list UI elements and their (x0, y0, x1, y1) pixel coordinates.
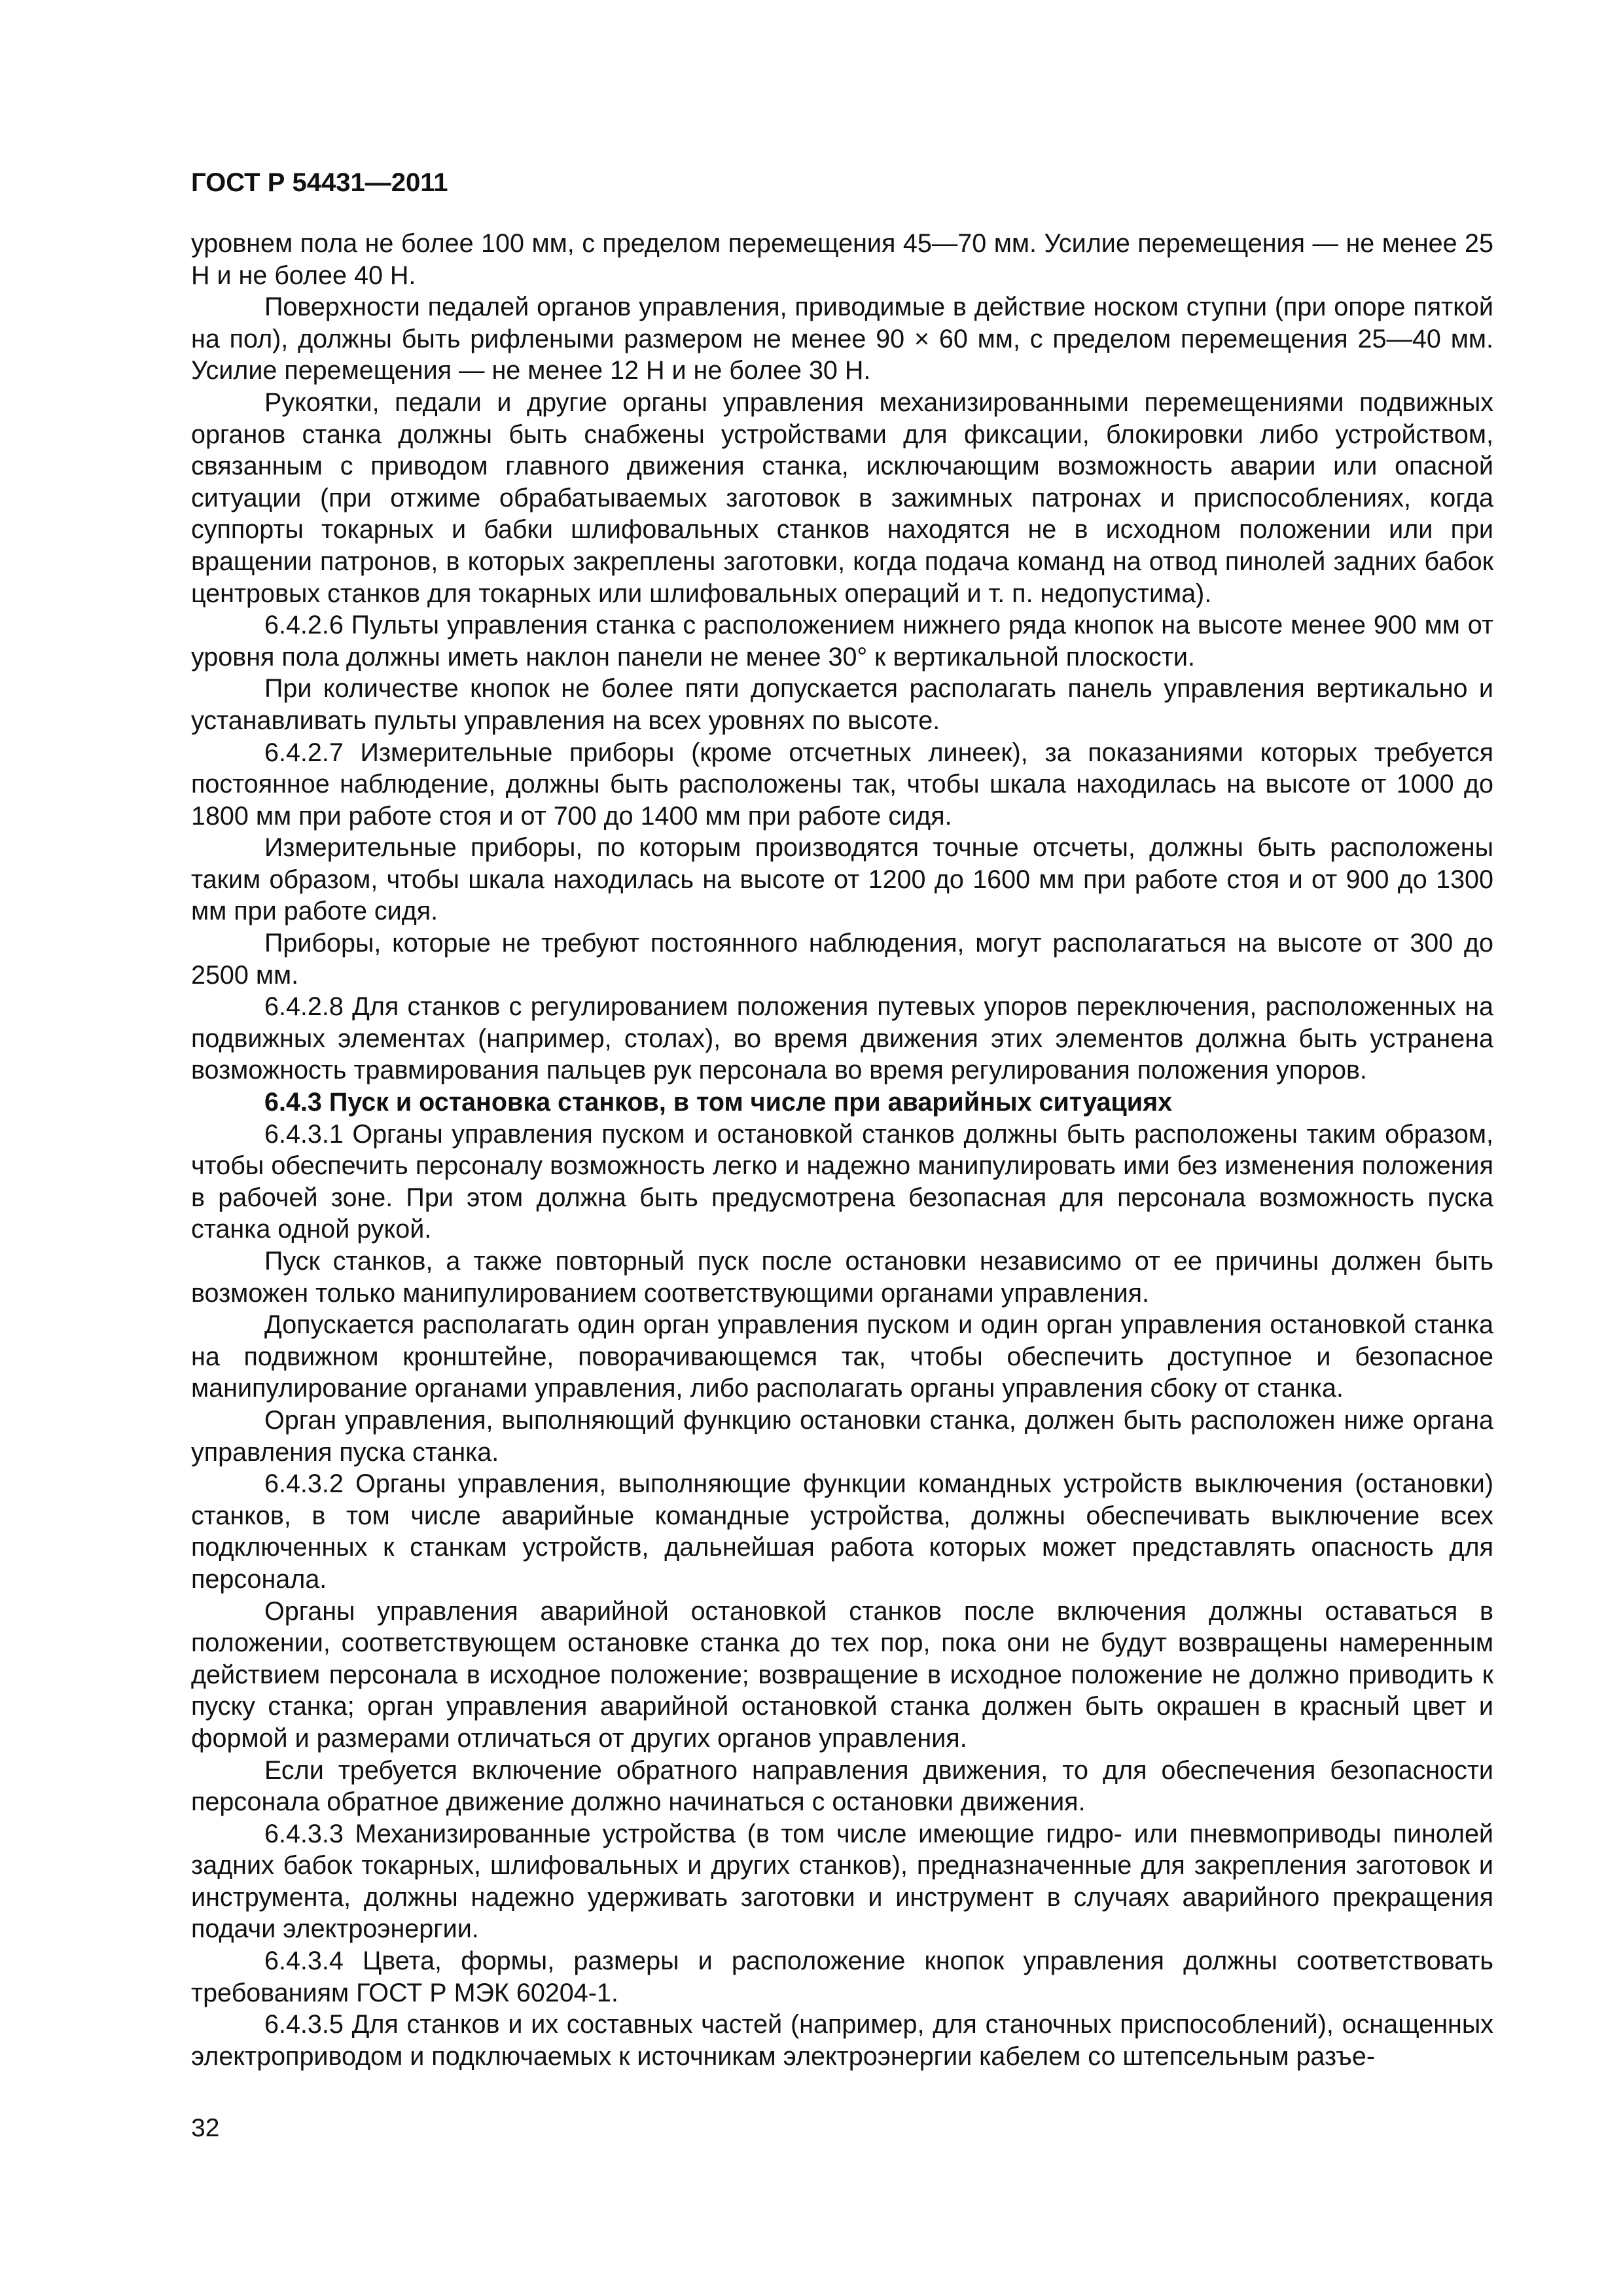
document-body (191, 228, 1493, 2072)
paragraph: Допускается располагать один орган управления пуском и один орган управления остановкой станка на подвижном кронштейне, поворачивающемся так, чтобы обеспечить доступное и безопасное манипулирование органами управления, либо располагать органы управления сбоку от станка. (191, 1310, 1493, 1403)
paragraph: Если требуется включение обратного направления движения, то для обеспечения безопасности персонала обратное движение должно начинаться с остановки движения. (191, 1755, 1493, 1817)
paragraph: 6.4.3.4 Цвета, формы, размеры и расположение кнопок управления должны соответствовать требованиям ГОСТ Р МЭК 60204-1. (191, 1946, 1493, 2007)
paragraph: Поверхности педалей органов управления, приводимые в действие носком ступни (при опоре пяткой на пол), должны быть рифлеными размером не менее 90 × 60 мм, с пределом перемещения 25—40 мм. Усилие перемещения — не менее 12 Н и не более 30 Н. (191, 293, 1493, 386)
paragraph: Приборы, которые не требуют постоянного наблюдения, могут располагаться на высоте от 300 до 2500 мм. (191, 929, 1493, 990)
paragraph: 6.4.2.6 Пульты управления станка с расположением нижнего ряда кнопок на высоте менее 900 мм от уровня пола должны иметь наклон панели не менее 30° к вертикальной плоскости. (191, 611, 1493, 672)
paragraph: Органы управления аварийной остановкой станков после включения должны оставаться в положении, соответствующем остановке станка до тех пор, пока они не будут возвращены намеренным действием персонала в исходное положение; возвращение в исходное положение не должно приводить к пуску станка; орган управления аварийной остановкой станка должен быть окрашен в красный цвет и формой и размерами отличаться от других органов управления. (191, 1596, 1493, 1753)
paragraph: 6.4.2.8 Для станков с регулированием положения путевых упоров переключения, расположенных на подвижных элементах (например, столах), во время движения этих элементов должна быть устранена возможность травмирования пальцев рук персонала во время регулирования положения упоров. (191, 992, 1493, 1085)
paragraph: 6.4.3.3 Механизированные устройства (в том числе имеющие гидро- или пневмоприводы пинолей задних бабок токарных, шлифовальных и других станков), предназначенные для закрепления заготовок и инструмента, должны надежно удерживать заготовки и инструмент в случаях аварийного прекращения подачи электроэнергии. (191, 1819, 1493, 1944)
paragraph: 6.4.3.1 Органы управления пуском и остановкой станков должны быть расположены таким образом, чтобы обеспечить персоналу возможность легко и надежно манипулировать ими без изменения положения в рабочей зоне. При этом должна быть предусмотрена безопасная для персонала возможность пуска станка одной рукой. (191, 1119, 1493, 1244)
paragraph: Измерительные приборы, по которым производятся точные отсчеты, должны быть расположены таким образом, чтобы шкала находилась на высоте от 1200 до 1600 мм при работе стоя и от 900 до 1300 мм при работе сидя. (191, 833, 1493, 926)
paragraph: 6.4.3.2 Органы управления, выполняющие функции командных устройств выключения (остановки) станков, в том числе аварийные командные устройства, должны обеспечивать выключение всех подключенных к станкам устройств, дальнейшая работа которых может представлять опасность для персонала. (191, 1469, 1493, 1594)
document-header: ГОСТ Р 54431—2011 (191, 168, 448, 197)
paragraph: уровнем пола не более 100 мм, с пределом перемещения 45—70 мм. Усилие перемещения — не менее 25 Н и не более 40 Н. (191, 229, 1493, 290)
paragraph: Рукоятки, педали и другие органы управления механизированными перемещениями подвижных органов станка должны быть снабжены устройствами для фиксации, блокировки либо устройством, связанным с приводом главного движения станка, исключающим возможность аварии или опасной ситуации (при отжиме обрабатываемых заготовок в зажимных патронах и приспособлениях, когда суппорты токарных и бабки шлифовальных станков находятся не в исходном положении или при вращении патронов, в которых закреплены заготовки, когда подача команд на отвод пинолей задних бабок центровых станков для токарных или шлифовальных операций и т. п. недопустима). (191, 387, 1493, 608)
paragraph: 6.4.3.5 Для станков и их составных частей (например, для станочных приспособлений), оснащенных электроприводом и подключаемых к источникам электроэнергии кабелем со штепсельным разъе- (191, 2010, 1493, 2071)
page-number: 32 (191, 2114, 220, 2142)
paragraph: Пуск станков, а также повторный пуск после остановки независимо от ее причины должен быть возможен только манипулированием соответствующими органами управления. (191, 1247, 1493, 1308)
section-heading: 6.4.3 Пуск и остановка станков, в том числе при аварийных ситуациях (264, 1088, 1173, 1117)
paragraph: При количестве кнопок не более пяти допускается располагать панель управления вертикально и устанавливать пульты управления на всех уровнях по высоте. (191, 674, 1493, 735)
paragraph: Орган управления, выполняющий функцию остановки станка, должен быть расположен ниже органа управления пуска станка. (191, 1405, 1493, 1467)
paragraph: 6.4.2.7 Измерительные приборы (кроме отсчетных линеек), за показаниями которых требуется постоянное наблюдение, должны быть расположены так, чтобы шкала находилась на высоте от 1000 до 1800 мм при работе стоя и от 700 до 1400 мм при работе сидя. (191, 738, 1493, 831)
